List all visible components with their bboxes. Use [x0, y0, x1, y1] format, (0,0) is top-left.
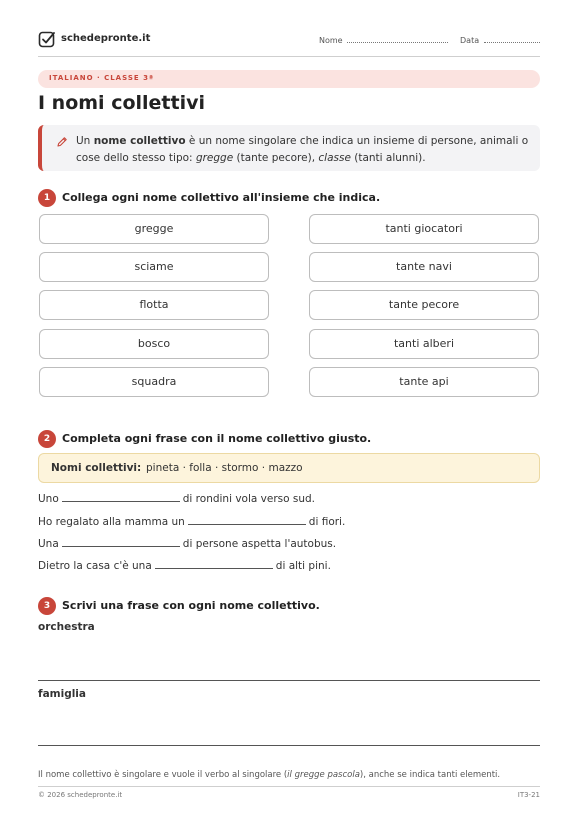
- page-header: [38, 30, 540, 57]
- blank-1[interactable]: [62, 492, 180, 502]
- blank-4[interactable]: [155, 559, 273, 569]
- name-label: Nome: [319, 36, 343, 45]
- match-left-3[interactable]: flotta: [39, 290, 269, 320]
- grammar-note: Il nome collettivo è singolare e vuole il verbo al singolare (il gregge pascola), anche se indica tanti elementi.: [38, 770, 501, 780]
- exercise-1-title: Collega ogni nome collettivo all'insieme che indica.: [62, 191, 381, 204]
- exercise-2-number: 2: [38, 430, 56, 448]
- sentence-4: Dietro la casa c'è una di alti pini.: [38, 560, 331, 572]
- match-left-5[interactable]: squadra: [39, 367, 269, 397]
- word-famiglia: famiglia: [38, 688, 86, 700]
- exercise-2-title: Completa ogni frase con il nome collettivo giusto.: [62, 432, 372, 445]
- write-line-famiglia[interactable]: [38, 745, 540, 746]
- example-gregge: gregge: [195, 152, 234, 164]
- exercise-2-heading: [38, 428, 371, 448]
- word-bank-label: Nomi collettivi:: [51, 462, 142, 474]
- match-right-5[interactable]: tante api: [309, 367, 539, 397]
- match-right-2[interactable]: tante navi: [309, 252, 539, 282]
- exercise-1-heading: [38, 187, 380, 207]
- date-field[interactable]: [460, 35, 540, 45]
- checkbox-logo-icon: [38, 30, 56, 48]
- definition-term: nome collettivo: [93, 135, 186, 147]
- match-left-4[interactable]: bosco: [39, 329, 269, 359]
- match-left-1[interactable]: gregge: [39, 214, 269, 244]
- exercise-1-number: 1: [38, 189, 56, 207]
- page-title: I nomi collettivi: [38, 92, 205, 114]
- exercise-3-title: Scrivi una frase con ogni nome collettivo.: [62, 599, 320, 612]
- definition-text: Un nome collettivo è un nome singolare che indica un insieme di persone, animali o cose dello stesso tipo: gregge (tante pecore), classe (tanti alunni).: [76, 135, 529, 164]
- match-left-2[interactable]: sciame: [39, 252, 269, 282]
- subject-tag-label: ITALIANO · CLASSE 3ª: [49, 74, 154, 82]
- exercise-3-heading: [38, 595, 320, 615]
- match-right-3[interactable]: tante pecore: [309, 290, 539, 320]
- word-bank: [38, 453, 540, 483]
- sentence-1: Uno di rondini vola verso sud.: [38, 493, 316, 505]
- word-bank-words: pineta · folla · stormo · mazzo: [146, 462, 303, 474]
- blank-2[interactable]: [188, 515, 306, 525]
- sentence-2: Ho regalato alla mamma un di fiori.: [38, 516, 346, 528]
- brand-name: schedepronte.it: [61, 33, 151, 44]
- footer-divider: [38, 786, 540, 787]
- match-right-1[interactable]: tanti giocatori: [309, 214, 539, 244]
- exercise-3-number: 3: [38, 597, 56, 615]
- definition-box: [38, 125, 540, 171]
- example-classe: classe: [318, 152, 351, 164]
- write-line-orchestra[interactable]: [38, 680, 540, 681]
- date-label: Data: [460, 36, 480, 45]
- subject-tag: [38, 70, 540, 88]
- blank-3[interactable]: [62, 537, 180, 547]
- match-right-4[interactable]: tanti alberi: [309, 329, 539, 359]
- pencil-icon: [56, 136, 68, 148]
- sentence-3: Una di persone aspetta l'autobus.: [38, 538, 337, 550]
- name-field[interactable]: [319, 35, 448, 45]
- word-orchestra: orchestra: [38, 621, 95, 633]
- footer-code: IT3-21: [517, 791, 540, 799]
- footer-copyright: © 2026 schedepronte.it: [38, 791, 123, 799]
